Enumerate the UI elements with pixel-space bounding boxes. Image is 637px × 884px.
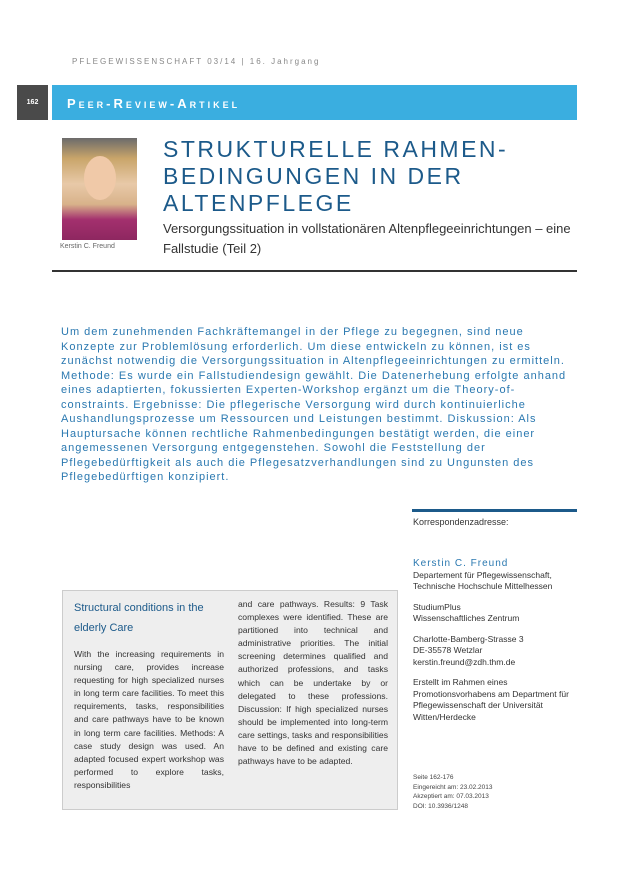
section-label: Peer-Review-Artikel — [67, 96, 241, 111]
correspondence-label: Korrespondenzadresse: — [413, 517, 509, 527]
street: Charlotte-Bamberg-Strasse 3 — [413, 633, 524, 644]
section-banner — [52, 85, 577, 120]
german-abstract: Um dem zunehmenden Fachkräftemangel in der Pflege zu begegnen, sind neue Konzepte zur Problemlösung erforderlich. Um diese entwickeln zu können, ist es zunächst notwendig die Versorgungssituation in Altenpflegeeinrichtungen zu ermitteln. Methode: Es wurde ein Fallstudiendesign gewählt. Die Datenerhebung erfolgte anhand eines adaptierten, fokussierten Experten-Workshop ergänzt um die Theory-of-constraints. Ergebnisse: Die pflegerische Versorgung wird durch kontinuierliche Aushandlungsprozesse um Ressourcen und Leistungen bestimmt. Diskussion: Als Hauptursache können rechtliche Rahmenbedingungen bestätigt werden, die einer angemessenen Versorgung entgegenstehen. Sowohl die Feststellung der Pflegebedürftigkeit als auch die Pflegesatzverhandlungen sind zu Ungunsten des Pflegebedürftigen konzipiert. — [61, 326, 567, 483]
pages: Seite 162-176 — [413, 774, 454, 781]
city: DE-35578 Wetzlar — [413, 645, 483, 655]
photo-caption: Kerstin C. Freund — [60, 243, 115, 250]
doi: DOI: 10.3936/1248 — [413, 802, 468, 810]
running-header: PFLEGEWISSENSCHAFT 03/14 | 16. Jahrgang — [72, 57, 321, 66]
received-date: Eingereicht am: 23.02.2013 — [413, 783, 493, 791]
affiliation: Departement für Pflegewissenschaft, — [413, 569, 552, 580]
page-number: 162 — [17, 85, 48, 120]
article-meta — [413, 773, 493, 811]
correspondence-rule — [412, 509, 577, 512]
organization: StudiumPlus — [413, 601, 461, 612]
accepted-date: Akzeptiert am: 07.03.2013 — [413, 793, 489, 800]
note: Erstellt im Rahmen eines Promotionsvorhabens am Department für Pflegewissenschaft der Universität Witten/Herdecke — [413, 677, 569, 722]
article-title: STRUKTURELLE RAHMEN- BEDINGUNGEN IN DER ALTENPFLEGE — [163, 136, 509, 216]
article-subtitle: Versorgungssituation in vollstationären Altenpflegeeinrichtungen – eine Fallstudie (Teil 2) — [163, 221, 571, 256]
email-link[interactable]: kerstin.freund@zdh.thm.de — [413, 656, 516, 667]
author-photo — [62, 138, 137, 240]
author-name: Kerstin C. Freund — [413, 558, 509, 569]
english-abstract-col2: and care pathways. Results: 9 Task complexes were identified. These are partitioned into technical and administrative priorities. The initial screening determines qualified and authorized professions, and tasks which can be undertake by or delegated to these professions. Discussion: If high specialized nurses should be implemented into long-term care settings, tasks and responsibilities have to be defined and existing care pathways have to be adapted. — [238, 599, 388, 767]
english-title: Structural conditions in the elderly Care — [74, 602, 204, 634]
author-face — [84, 156, 116, 200]
organization: Wissenschaftliches Zentrum — [413, 613, 520, 623]
affiliation: Technische Hochschule Mittelhessen — [413, 581, 553, 591]
divider — [52, 270, 577, 272]
english-abstract-col1: With the increasing requirements in nursing care, provides increase requesting for high specialized nurses in long term care facilities. To meet this requirements, tasks, responsibilities and care pathways have to be known in long term care facilities. Methods: A case study design was used. An adapted focused expert workshop was performed to explore tasks, responsibilities — [74, 649, 224, 790]
correspondence-address — [413, 558, 583, 732]
